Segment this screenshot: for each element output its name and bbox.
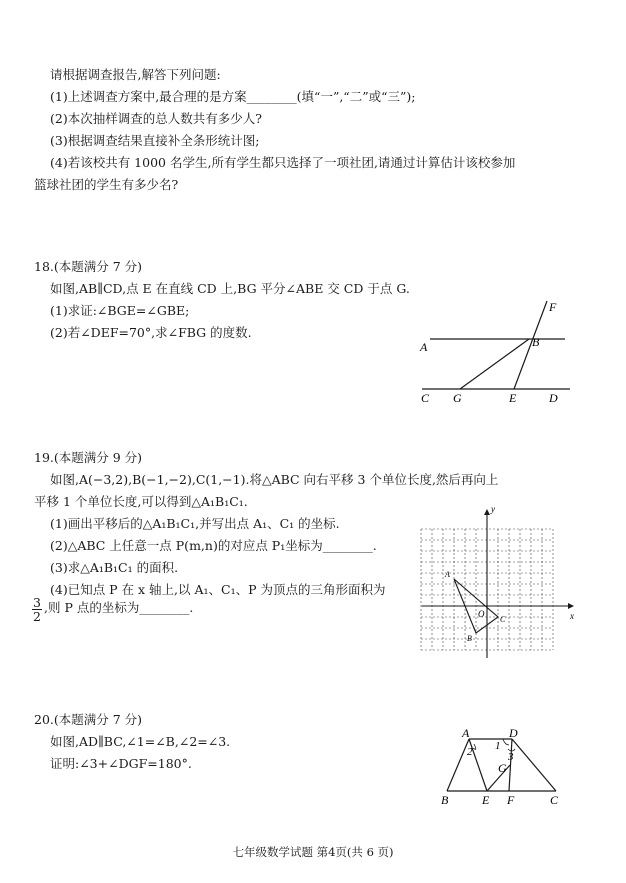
q19-part1: (1)画出平移后的△A₁B₁C₁,并写出点 A₁、C₁ 的坐标. <box>50 516 340 531</box>
q19-label-x: x <box>570 611 574 621</box>
q19-part3: (3)求△A₁B₁C₁ 的面积. <box>50 560 179 575</box>
q19-fraction-numerator: 3 <box>33 595 41 610</box>
q18-part2: (2)若∠DEF=70°,求∠FBG 的度数. <box>50 325 252 340</box>
q17-part4-line1: (4)若该校共有 1000 名学生,所有学生都只选择了一项社团,请通过计算估计该校参加 <box>50 155 516 170</box>
q17-part3: (3)根据调查结果直接补全条形统计图; <box>50 133 260 148</box>
page-footer: 七年级数学试题 第4页(共 6 页) <box>232 845 394 859</box>
q20-label-d: D <box>509 726 518 740</box>
q20-label-1: 1 <box>495 740 501 752</box>
q19-label-c: C <box>500 615 506 624</box>
q18-label-c: C <box>421 391 430 405</box>
q20-stem: 如图,AD∥BC,∠1=∠B,∠2=∠3. <box>50 734 231 749</box>
q18-label-d: D <box>549 391 558 405</box>
q17-part2: (2)本次抽样调查的总人数共有多少人? <box>50 111 262 126</box>
q18-label-b: B <box>532 335 540 349</box>
q20-label-3: 3 <box>508 751 514 763</box>
q19-stem-line1: 如图,A(−3,2),B(−1,−2),C(1,−1).将△ABC 向右平移 3 个单位长度,然后再向上 <box>50 472 499 487</box>
q19-part4-line2: ,则 P 点的坐标为________. <box>44 600 194 615</box>
q20-line-dc <box>512 739 556 791</box>
q19-label-a: A <box>445 570 450 579</box>
q18-label-a: A <box>420 340 428 354</box>
q19-header: 19.(本题满分 9 分) <box>34 450 143 465</box>
q20-label-f: F <box>507 793 515 807</box>
q18-stem: 如图,AB∥CD,点 E 在直线 CD 上,BG 平分∠ABE 交 CD 于点 G. <box>50 281 410 296</box>
q20-label-g: G <box>498 761 507 775</box>
q20-label-b: B <box>441 793 449 807</box>
q18-label-f: F <box>549 300 557 314</box>
q20-label-e: E <box>482 793 490 807</box>
q18-label-e: E <box>509 391 517 405</box>
q19-label-y: y <box>491 504 495 514</box>
q19-label-origin: O <box>478 609 485 619</box>
q17-intro: 请根据调查报告,解答下列问题: <box>50 67 221 82</box>
q18-part1: (1)求证:∠BGE=∠GBE; <box>50 303 190 318</box>
q19-stem-line2: 平移 1 个单位长度,可以得到△A₁B₁C₁. <box>34 494 248 509</box>
q17-part1: (1)上述调查方案中,最合理的是方案________(填“一”,“二”或“三”); <box>50 89 416 104</box>
q20-line-ab <box>447 739 469 791</box>
q20-label-2: 2 <box>467 746 473 758</box>
q20-label-c: C <box>550 793 559 807</box>
q19-part2: (2)△ABC 上任意一点 P(m,n)的对应点 P₁坐标为________. <box>50 538 377 553</box>
q19-fraction-denominator: 2 <box>33 609 41 624</box>
q20-label-a: A <box>462 726 470 740</box>
q19-part4-line1: (4)已知点 P 在 x 轴上,以 A₁、C₁、P 为顶点的三角形面积为 <box>50 582 386 597</box>
q20-header: 20.(本题满分 7 分) <box>34 712 143 727</box>
q17-part4-line2: 篮球社团的学生有多少名? <box>34 177 179 192</box>
q18-label-g: G <box>453 391 462 405</box>
q20-proof: 证明:∠3+∠DGF=180°. <box>50 756 192 771</box>
q19-label-b: B <box>467 634 472 643</box>
q18-header: 18.(本题满分 7 分) <box>34 259 143 274</box>
q20-angle-arc-2 <box>473 744 476 749</box>
